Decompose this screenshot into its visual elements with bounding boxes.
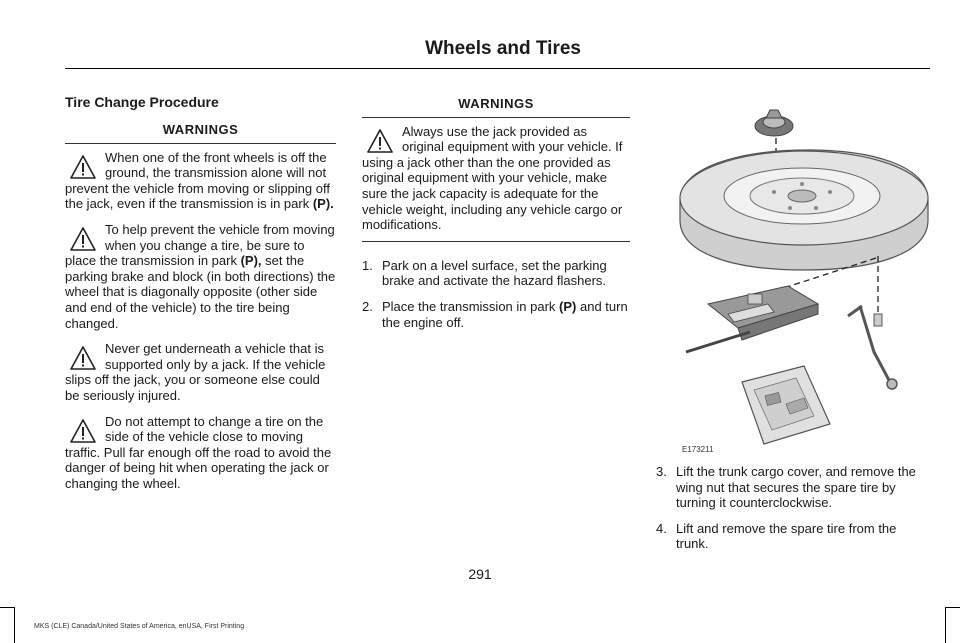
page-header-title: Wheels and Tires <box>425 38 581 59</box>
spare-tire-jack-illustration <box>678 108 930 448</box>
warning-triangle-icon <box>69 154 97 180</box>
step-text: Park on a level surface, set the parking brake and activate the hazard flashers. <box>382 257 607 289</box>
warning-item <box>362 124 630 233</box>
step-text-bold: (P) <box>559 298 577 314</box>
warning-item <box>65 150 336 212</box>
left-column <box>65 122 336 501</box>
step-text: and turn the engine off. <box>382 298 628 330</box>
list-item <box>656 464 928 511</box>
page-number: 291 <box>468 566 492 582</box>
warnings-heading: WARNINGS <box>362 96 630 118</box>
warning-triangle-icon <box>69 345 97 371</box>
steps-list <box>362 258 630 330</box>
warning-triangle-icon <box>69 226 97 252</box>
crop-mark <box>945 607 946 643</box>
list-item <box>362 299 630 330</box>
warning-text: Do not attempt to change a tire on the side of the vehicle close to moving traffic. Pull far enough off the road to avoid the danger of being hit when operating the jack or changing the wheel. <box>65 413 332 491</box>
warnings-heading: WARNINGS <box>65 122 336 144</box>
warning-text: Always use the jack provided as original equipment with your vehicle. If using a jack other than the one provided as original equipment with your vehicle, make sure the jack capacity is adequate for the vehicle weight, including any vehicle cargo or modifications. <box>362 123 623 233</box>
spare-tire-icon <box>680 150 928 270</box>
warning-text-bold: (P), <box>240 253 262 269</box>
warning-triangle-icon <box>69 418 97 444</box>
warning-item <box>65 222 336 331</box>
crop-mark <box>946 607 960 608</box>
right-column <box>656 464 928 562</box>
header-rule <box>65 68 930 69</box>
lug-wrench-icon <box>848 306 897 389</box>
list-item <box>656 521 928 552</box>
warning-text: When one of the front wheels is off the ground, the transmission alone will not prevent the vehicle from moving or slipping off the jack, even if the transmission is in park <box>65 149 330 212</box>
step-text: Lift and remove the spare tire from the trunk. <box>676 520 897 552</box>
step-number: 2. <box>362 298 373 314</box>
step-text: Place the transmission in park <box>382 298 560 314</box>
warning-text: Never get underneath a vehicle that is supported only by a jack. If the vehicle slips off the jack, you or someone else could be seriously injured. <box>65 341 326 403</box>
step-number: 3. <box>656 464 667 479</box>
warning-item <box>65 341 336 403</box>
warning-text: set the parking brake and block (in both directions) the wheel that is diagonally opposite (other side and end of the vehicle) to the tire being changed. <box>65 253 336 331</box>
jack-icon <box>686 286 818 352</box>
wing-nut-icon <box>755 110 793 136</box>
section-title: Tire Change Procedure <box>65 94 219 110</box>
middle-column <box>362 96 630 340</box>
warnings-end-rule <box>362 241 630 242</box>
warning-triangle-icon <box>366 128 394 154</box>
crop-mark <box>0 607 14 608</box>
crop-mark <box>14 607 15 643</box>
footer-text: MKS (CLE) Canada/United States of America, enUSA, First Printing <box>34 623 245 630</box>
step-text: Lift the trunk cargo cover, and remove the wing nut that secures the spare tire by turning it counterclockwise. <box>676 464 916 511</box>
warning-text-bold: (P). <box>312 196 334 212</box>
list-item <box>362 258 630 289</box>
step-number: 4. <box>656 520 667 536</box>
figure-code: E173211 <box>682 445 714 454</box>
warning-item <box>65 414 336 492</box>
step-number: 1. <box>362 257 373 273</box>
steps-list <box>656 464 928 552</box>
tool-tray-icon <box>742 366 830 444</box>
warning-text: To help prevent the vehicle from moving when you change a tire, be sure to place the transmission in park <box>65 221 335 269</box>
